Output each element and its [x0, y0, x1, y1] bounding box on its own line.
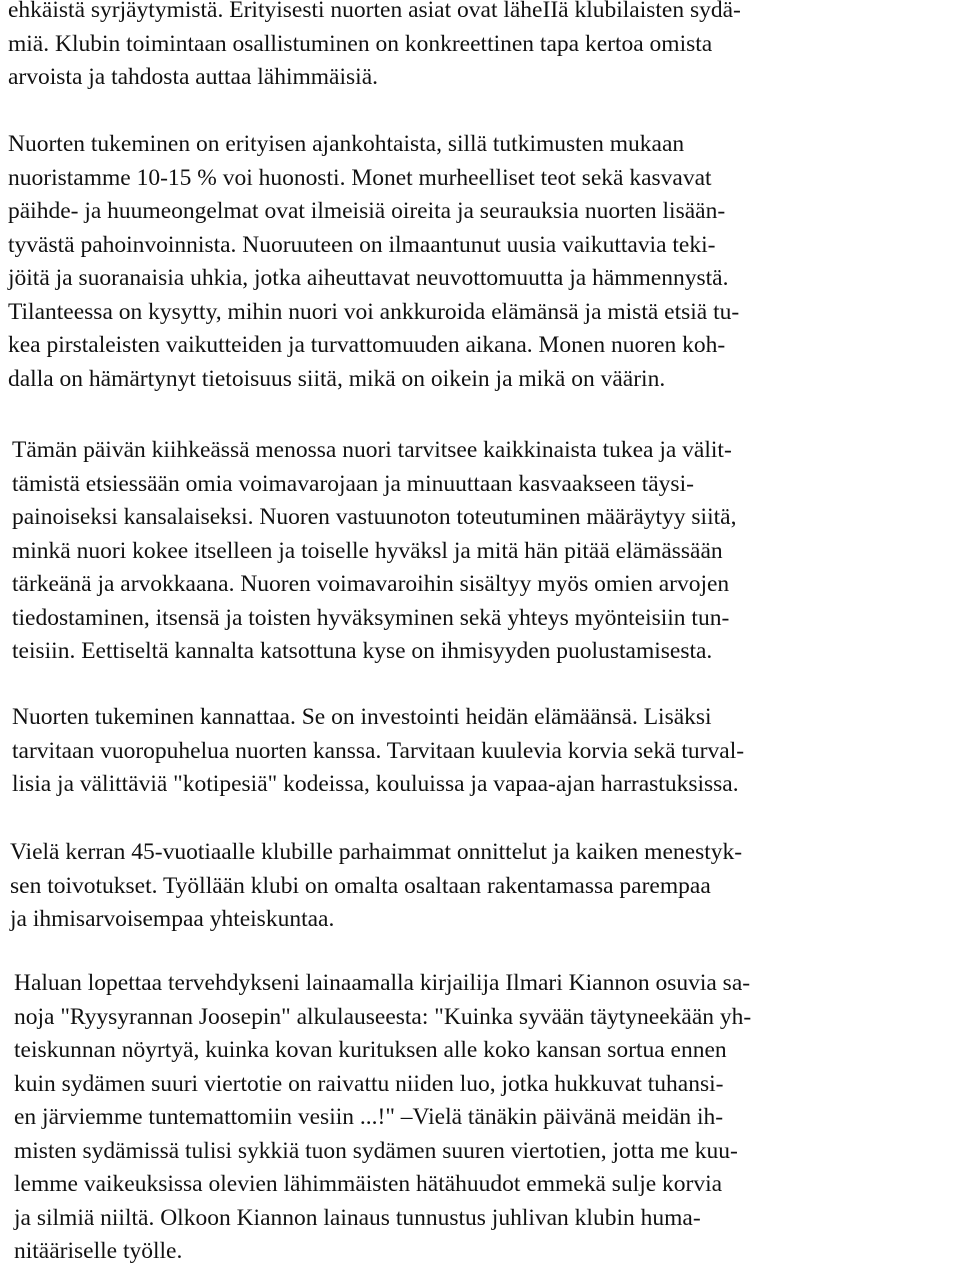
text-line: minkä nuori kokee itselleen ja toiselle hyväksl ja mitä hän pitää elämässään [12, 537, 723, 564]
text-line: ja silmiä niiltä. Olkoon Kiannon lainaus tunnustus juhlivan klubin huma- [14, 1204, 701, 1231]
paragraph-quotation [14, 967, 960, 1269]
text-line: Nuorten tukeminen on erityisen ajankohtaista, sillä tutkimusten mukaan [8, 131, 685, 157]
text-line: Tilanteessa on kysytty, mihin nuori voi ankkuroida elämänsä ja mistä etsiä tu- [8, 298, 740, 325]
text-line: jöitä ja suoranaisia uhkia, jotka aiheuttavat neuvottomuutta ja hämmennystä. [8, 265, 729, 291]
text-line: kea pirstaleisten vaikutteiden ja turvattomuuden aikana. Monen nuoren koh- [8, 332, 726, 358]
text-line: noja "Ryysyrannan Joosepin" alkulauseesta: "Kuinka syvään täytyneekään yh- [14, 1003, 752, 1030]
text-line: arvoista ja tahdosta auttaa lähimmäisiä. [8, 64, 378, 90]
text-line: Tämän päivän kiihkeässä menossa nuori tarvitsee kaikkinaista tukea ja välit- [12, 437, 732, 463]
text-line: lisia ja välittäviä "kotipesiä" kodeissa, kouluissa ja vapaa-ajan harrastuksissa. [12, 771, 739, 797]
text-line: tyvästä pahoinvoinnista. Nuoruuteen on ilmaantunut uusia vaikuttavia teki- [8, 231, 716, 258]
text-line: tarvitaan vuoropuhelua nuorten kanssa. Tarvitaan kuulevia korvia sekä turval- [12, 737, 745, 764]
text-line: Vielä kerran 45-vuotiaalle klubille parhaimmat onnittelut ja kaiken menestyk- [10, 839, 743, 865]
text-line: miä. Klubin toimintaan osallistuminen on konkreettinen tapa kertoa omista [8, 30, 713, 57]
text-line: tämistä etsiessään omia voimavarojaan ja minuuttaan kasvaakseen täysi- [12, 470, 694, 497]
text-line: tärkeänä ja arvokkaana. Nuoren voimavaroihin sisältyy myös omien arvojen [12, 571, 730, 597]
paragraph-responsibility [12, 434, 960, 669]
text-line: Haluan lopettaa tervehdykseni lainaamalla kirjailija Ilmari Kiannon osuvia sa- [14, 970, 751, 996]
text-line: Nuorten tukeminen kannattaa. Se on investointi heidän elämäänsä. Lisäksi [12, 704, 712, 730]
text-line: ja ihmisarvoisempaa yhteiskuntaa. [10, 906, 335, 932]
text-line: tiedostaminen, itsensä ja toisten hyväksyminen sekä yhteys myönteisiin tun- [12, 604, 730, 631]
text-line: en järviemme tuntemattomiin vesiin ...!" –Vielä tänäkin päivänä meidän ih- [14, 1104, 724, 1130]
paragraph-intro [8, 0, 958, 95]
paragraph-youth-support [8, 128, 958, 396]
text-line: sen toivotukset. Työllään klubi on omalta osaltaan rakentamassa parempaa [10, 872, 711, 899]
paragraph-congratulations [10, 836, 960, 937]
text-line: dalla on hämärtynyt tietoisuus siitä, mikä on oikein ja mikä on väärin. [8, 365, 666, 392]
text-line: nuoristamme 10-15 % voi huonosti. Monet murheelliset teot sekä kasvavat [8, 164, 712, 191]
text-line: teisiin. Eettiseltä kannalta katsottuna kyse on ihmisyyden puolustamisesta. [12, 638, 713, 664]
text-line: päihde- ja huumeongelmat ovat ilmeisiä oireita ja seurauksia nuorten lisään- [8, 198, 726, 224]
text-line: ehkäistä syrjäytymistä. Erityisesti nuorten asiat ovat läheIIä klubilaisten sydä- [8, 0, 741, 23]
text-line: kuin sydämen suuri viertotie on raivattu niiden luo, jotka hukkuvat tuhansi- [14, 1070, 724, 1097]
text-line: lemme vaikeuksissa olevien lähimmäisten hätähuudot emmekä sulje korvia [14, 1171, 723, 1197]
paragraph-investment [12, 701, 960, 802]
text-line: misten sydämissä tulisi sykkiä tuon sydämen suuren viertotien, jotta me kuu- [14, 1137, 738, 1164]
text-line: nitääriselle työlle. [14, 1238, 183, 1264]
text-line: painoiseksi kansalaiseksi. Nuoren vastuunoton toteutuminen määräytyy siitä, [12, 504, 737, 530]
text-line: teiskunnan nöyrtyä, kuinka kovan kurituksen alle koko kansan sortua ennen [14, 1037, 727, 1063]
